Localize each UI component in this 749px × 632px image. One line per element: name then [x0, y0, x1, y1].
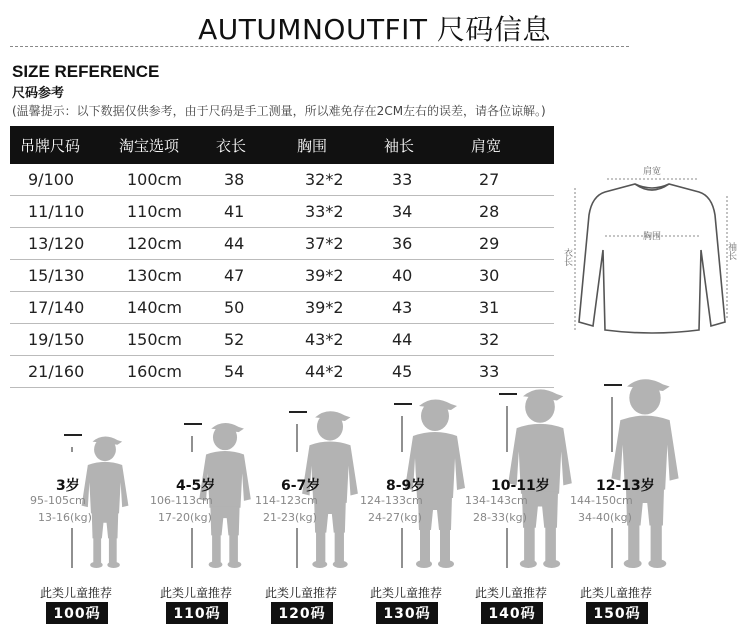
cell-length: 54: [206, 356, 287, 388]
cell-shoulder: 33: [461, 356, 554, 388]
header-sleeve: 袖长: [374, 126, 461, 164]
cell-sleeve: 33: [374, 164, 461, 196]
cell-length: 50: [206, 292, 287, 324]
size-badge: 150码: [586, 602, 648, 624]
cell-shoulder: 27: [461, 164, 554, 196]
cell-option: 150cm: [109, 324, 206, 356]
cell-tag-size: 15/130: [10, 260, 109, 292]
header-chest: 胸围: [287, 126, 374, 164]
cell-chest: 33*2: [287, 196, 374, 228]
cell-shoulder: 32: [461, 324, 554, 356]
kid-size-card: [560, 0, 680, 632]
cell-chest: 44*2: [287, 356, 374, 388]
kid-size-card: [455, 0, 575, 632]
cell-length: 47: [206, 260, 287, 292]
weight-range: 34-40(kg): [578, 511, 632, 524]
cell-shoulder: 29: [461, 228, 554, 260]
kid-size-card: [350, 0, 470, 632]
weight-range: 21-23(kg): [263, 511, 317, 524]
kid-size-card: [245, 0, 365, 632]
recommend-label: 此类儿童推荐: [265, 586, 338, 600]
cell-option: 110cm: [109, 196, 206, 228]
child-silhouette: [560, 0, 680, 632]
age-label: 12-13岁: [596, 478, 655, 494]
length-label: 衣长: [562, 248, 572, 266]
weight-range: 24-27(kg): [368, 511, 422, 524]
header-tag-size: 吊牌尺码: [10, 126, 109, 164]
size-badge: 100码: [46, 602, 108, 624]
cell-tag-size: 13/120: [10, 228, 109, 260]
height-range: 114-123cm: [255, 494, 318, 507]
section-title-en: SIZE REFERENCE: [12, 62, 160, 81]
kid-size-card: [20, 0, 140, 632]
cell-sleeve: 34: [374, 196, 461, 228]
sleeve-label: 袖长: [726, 242, 736, 260]
weight-range: 17-20(kg): [158, 511, 212, 524]
child-silhouette: [245, 0, 365, 632]
cell-tag-size: 17/140: [10, 292, 109, 324]
child-silhouette: [20, 0, 140, 632]
size-badge: 120码: [271, 602, 333, 624]
height-range: 95-105cm: [30, 494, 86, 507]
child-silhouette: [455, 0, 575, 632]
cell-sleeve: 45: [374, 356, 461, 388]
cell-sleeve: 44: [374, 324, 461, 356]
age-label: 10-11岁: [491, 478, 550, 494]
cell-chest: 32*2: [287, 164, 374, 196]
kid-size-card: [140, 0, 260, 632]
weight-range: 28-33(kg): [473, 511, 527, 524]
recommend-label: 此类儿童推荐: [160, 586, 233, 600]
age-label: 6-7岁: [281, 478, 321, 494]
age-label: 3岁: [56, 478, 80, 494]
age-label: 8-9岁: [386, 478, 426, 494]
recommend-label: 此类儿童推荐: [40, 586, 113, 600]
cell-chest: 37*2: [287, 228, 374, 260]
cell-option: 130cm: [109, 260, 206, 292]
cell-option: 100cm: [109, 164, 206, 196]
shoulder-label: 肩宽: [642, 167, 662, 177]
height-range: 134-143cm: [465, 494, 528, 507]
child-silhouette: [350, 0, 470, 632]
cell-shoulder: 28: [461, 196, 554, 228]
page-title: AUTUMNOUTFIT 尺码信息: [198, 13, 551, 46]
cell-sleeve: 36: [374, 228, 461, 260]
cell-tag-size: 11/110: [10, 196, 109, 228]
cell-chest: 43*2: [287, 324, 374, 356]
cell-shoulder: 31: [461, 292, 554, 324]
header-shoulder: 肩宽: [461, 126, 554, 164]
cell-tag-size: 19/150: [10, 324, 109, 356]
height-range: 124-133cm: [360, 494, 423, 507]
cell-sleeve: 43: [374, 292, 461, 324]
cell-option: 160cm: [109, 356, 206, 388]
cell-option: 120cm: [109, 228, 206, 260]
cell-option: 140cm: [109, 292, 206, 324]
cell-length: 52: [206, 324, 287, 356]
recommend-label: 此类儿童推荐: [580, 586, 653, 600]
size-badge: 130码: [376, 602, 438, 624]
weight-range: 13-16(kg): [38, 511, 92, 524]
section-title-cn: 尺码参考: [12, 86, 65, 101]
cell-length: 41: [206, 196, 287, 228]
cell-chest: 39*2: [287, 292, 374, 324]
cell-shoulder: 30: [461, 260, 554, 292]
cell-sleeve: 40: [374, 260, 461, 292]
recommend-label: 此类儿童推荐: [370, 586, 443, 600]
header-option: 淘宝选项: [109, 126, 206, 164]
cell-tag-size: 21/160: [10, 356, 109, 388]
recommend-label: 此类儿童推荐: [475, 586, 548, 600]
cell-length: 44: [206, 228, 287, 260]
child-silhouette: [140, 0, 260, 632]
cell-chest: 39*2: [287, 260, 374, 292]
size-badge: 110码: [166, 602, 228, 624]
measurement-note: (温馨提示：以下数据仅供参考，由于尺码是手工测量，所以难免存在2CM左右的误差，请各位谅解。): [12, 104, 546, 118]
cell-length: 38: [206, 164, 287, 196]
size-badge: 140码: [481, 602, 543, 624]
chest-label: 胸围: [642, 232, 662, 242]
height-range: 144-150cm: [570, 494, 633, 507]
height-range: 106-113cm: [150, 494, 213, 507]
header-length: 衣长: [206, 126, 287, 164]
age-label: 4-5岁: [176, 478, 216, 494]
cell-tag-size: 9/100: [10, 164, 109, 196]
